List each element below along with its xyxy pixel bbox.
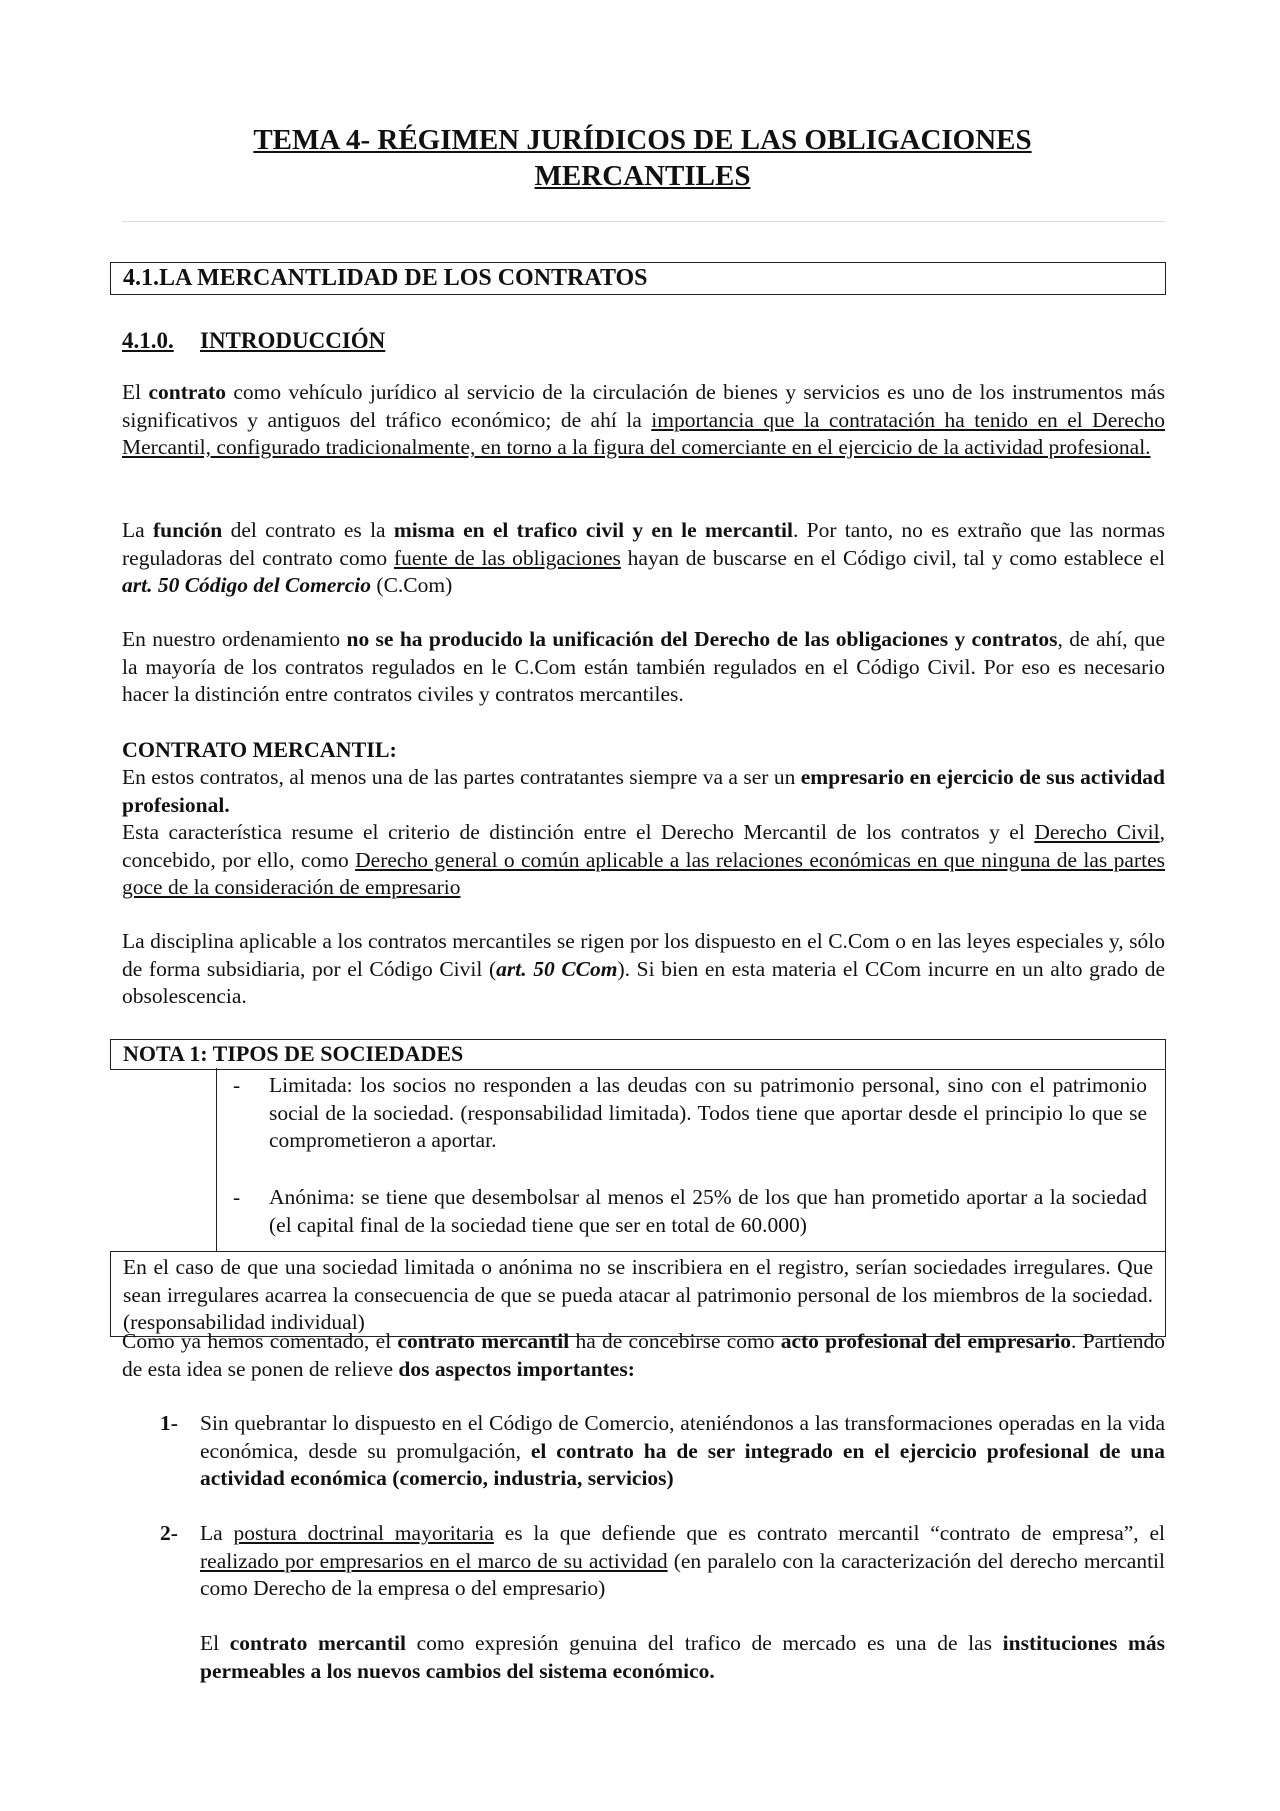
nota-box: [110, 1039, 1166, 1334]
dash-bullet: -: [233, 1073, 241, 1097]
subsection-label: INTRODUCCIÓN: [200, 328, 386, 353]
item-text: La postura doctrinal mayoritaria es la que defiende que es contrato mercantil “contrato de empresa”, el realizado por empresarios en el marco de su actividad (en paralelo con la caracterización del derecho mercantil como Derecho de la empresa o del empresario): [200, 1521, 1165, 1600]
document-title: [120, 122, 1165, 194]
title-line-1: TEMA 4- RÉGIMEN JURÍDICOS DE LAS OBLIGACIONES: [253, 124, 1032, 156]
paragraph-intro: El contrato como vehículo jurídico al servicio de la circulación de bienes y servicios es uno de los instrumentos más significativos y antiguos del tráfico económico; de ahí la importancia que la contratación ha tenido en el Derecho Mercantil, configurado tradicionalmente, en torno a la figura del comerciante en el ejercicio de la actividad profesional.: [122, 380, 1165, 459]
dash-bullet: -: [233, 1185, 241, 1209]
item-text: El contrato mercantil como expresión genuina del trafico de mercado es una de las instituciones más permeables a los nuevos cambios del sistema económico.: [200, 1631, 1165, 1683]
section-heading: 4.1.LA MERCANTLIDAD DE LOS CONTRATOS: [123, 265, 648, 291]
nota-title: NOTA 1: TIPOS DE SOCIEDADES: [110, 1039, 1166, 1070]
item-number: 2-: [160, 1521, 178, 1545]
nota-item-limitada: Limitada: los socios no responden a las deudas con su patrimonio personal, sino con el patrimonio social de la sociedad. (responsabilidad limitada). Todos tiene que aportar desde el principio lo que se comprometieron a aportar.: [269, 1073, 1147, 1152]
nota-footer: En el caso de que una sociedad limitada o anónima no se inscribiera en el registro, serían sociedades irregulares. Que sean irregulares acarrea la consecuencia de que se pueda atacar al patrimonio personal de los miembros de la sociedad. (responsabilidad individual): [110, 1251, 1166, 1337]
subsection-heading: [122, 326, 385, 356]
nota-item-anonima: Anónima: se tiene que desembolsar al menos el 25% de los que han prometido aportar a la sociedad (el capital final de la sociedad tiene que ser en total de 60.000): [269, 1185, 1147, 1237]
title-line-2: MERCANTILES: [534, 160, 751, 192]
paragraph-ordenamiento: En nuestro ordenamiento no se ha producido la unificación del Derecho de las obligaciones y contratos, de ahí, que la mayoría de los contratos regulados en le C.Com están también regulados en el Código Civil. Por eso es necesario hacer la distinción entre contratos civiles y contratos mercantiles.: [122, 627, 1165, 706]
item-text: Sin quebrantar lo dispuesto en el Código de Comercio, ateniéndonos a las transformaciones operadas en la vida económica, desde su promulgación, el contrato ha de ser integrado en el ejercicio profesional de una actividad económica (comercio, industria, servicios): [200, 1411, 1166, 1490]
paragraph-disciplina: La disciplina aplicable a los contratos mercantiles se rigen por los dispuesto en el C.Com o en las leyes especiales y, sólo de forma subsidiaria, por el Código Civil (art. 50 CCom). Si bien en esta materia el CCom incurre en un alto grado de obsolescencia.: [122, 929, 1166, 1008]
title-divider: [122, 221, 1165, 222]
paragraph-funcion: La función del contrato es la misma en el trafico civil y en le mercantil. Por tanto, no es extraño que las normas reguladoras del contrato como fuente de las obligaciones hayan de buscarse en el Código civil, tal y como establece el art. 50 Código del Comercio (C.Com): [122, 518, 1165, 597]
item-number: 1-: [160, 1411, 178, 1435]
subsection-number: 4.1.0.: [122, 328, 174, 353]
contrato-mercantil-heading: CONTRATO MERCANTIL:: [122, 737, 397, 762]
paragraph-acto-profesional: Como ya hemos comentado, el contrato mercantil ha de concebirse como acto profesional del empresario. Partiendo de esta idea se ponen de relieve dos aspectos importantes:: [122, 1329, 1165, 1381]
section-heading-box: [110, 262, 1166, 295]
paragraph-contrato-mercantil: En estos contratos, al menos una de las partes contratantes siempre va a ser un empresario en ejercicio de sus actividad profesional. Esta característica resume el criterio de distinción entre el Derecho Mercantil de los contratos y el Derecho Civil, concebido, por ello, como Derecho general o común aplicable a las relaciones económicas en que ninguna de las partes goce de la consideración de empresario: [122, 765, 1166, 899]
nota-list: [216, 1068, 1166, 1252]
